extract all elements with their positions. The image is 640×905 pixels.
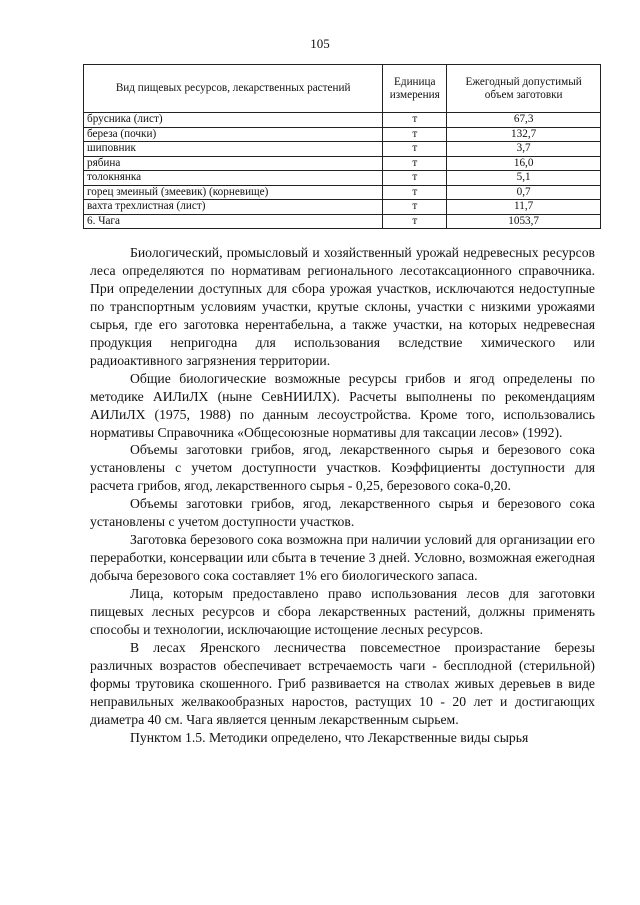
- cell-unit: т: [383, 185, 447, 200]
- table-row: [84, 142, 601, 157]
- cell-resource-name: шиповник: [84, 142, 383, 157]
- paragraph: Биологический, промысловый и хозяйственный урожай недревесных ресурсов леса определяются по нормативам регионального лесотаксационного справочника. При определении доступных для сбора урожая участков, исключаются недоступные по транспортным условиям участки, крутые склоны, участки с низкими урожаями сырья, где его заготовка нерентабельна, а также участки, на которых недревесная продукция непригодна для использования вследствие химического или радиоактивного загрязнения территории.: [90, 245, 595, 368]
- cell-resource-name: рябина: [84, 156, 383, 171]
- cell-unit: т: [383, 214, 447, 229]
- body-text: [90, 244, 595, 747]
- paragraph: Лица, которым предоставлено право использования лесов для заготовки пищевых лесных ресурсов и сбора лекарственных растений, должны применять способы и технологии, исключающие истощение лесных ресурсов.: [90, 586, 595, 638]
- cell-unit: т: [383, 113, 447, 128]
- table-row: [84, 200, 601, 215]
- cell-unit: т: [383, 156, 447, 171]
- resources-table: [83, 64, 601, 229]
- cell-volume: 132,7: [447, 127, 601, 142]
- table-row: [84, 185, 601, 200]
- cell-resource-name: вахта трехлистная (лист): [84, 200, 383, 215]
- table-header-row: [84, 65, 601, 113]
- paragraph: Объемы заготовки грибов, ягод, лекарственного сырья и березового сока установлены с учетом доступности участков.: [90, 496, 595, 530]
- cell-volume: 1053,7: [447, 214, 601, 229]
- cell-resource-name: брусника (лист): [84, 113, 383, 128]
- table-row: [84, 127, 601, 142]
- paragraph: В лесах Яренского лесничества повсеместное произрастание березы различных возрастов обеспечивает встречаемость чаги - бесплодной (стерильной) формы трутовика скошенного. Гриб развивается на стволах живых деревьев в виде неправильных желвакообразных наростов, растущих 10 - 20 лет и достигающих диаметра 40 см. Чага является ценным лекарственным сырьем.: [90, 639, 595, 727]
- table-row: [84, 214, 601, 229]
- cell-unit: т: [383, 142, 447, 157]
- table-body: [84, 113, 601, 229]
- paragraph: Объемы заготовки грибов, ягод, лекарственного сырья и березового сока установлены с учетом доступности участков. Коэффициенты доступности для расчета грибов, ягод, лекарственного сырья - 0,25, березового сока-0,20.: [90, 442, 595, 494]
- cell-volume: 11,7: [447, 200, 601, 215]
- cell-volume: 5,1: [447, 171, 601, 186]
- table-row: [84, 113, 601, 128]
- table-row: [84, 171, 601, 186]
- cell-unit: т: [383, 200, 447, 215]
- cell-unit: т: [383, 127, 447, 142]
- cell-resource-name: толокнянка: [84, 171, 383, 186]
- cell-volume: 16,0: [447, 156, 601, 171]
- cell-volume: 3,7: [447, 142, 601, 157]
- header-unit: Единица измерения: [383, 65, 447, 113]
- cell-resource-name: горец змеиный (змеевик) (корневище): [84, 185, 383, 200]
- cell-volume: 0,7: [447, 185, 601, 200]
- cell-resource-name: 6. Чага: [84, 214, 383, 229]
- header-annual-volume: Ежегодный допустимый объем заготовки: [447, 65, 601, 113]
- header-resource-type: Вид пищевых ресурсов, лекарственных растений: [84, 65, 383, 113]
- cell-resource-name: береза (почки): [84, 127, 383, 142]
- page-number: 105: [310, 36, 330, 51]
- cell-unit: т: [383, 171, 447, 186]
- paragraph: Заготовка березового сока возможна при наличии условий для организации его переработки, консервации или сбыта в течение 3 дней. Условно, возможная ежегодная добыча березового сока составляет 1% его биологического запаса.: [90, 532, 595, 584]
- paragraph: Пунктом 1.5. Методики определено, что Лекарственные виды сырья: [130, 729, 529, 745]
- table-row: [84, 156, 601, 171]
- cell-volume: 67,3: [447, 113, 601, 128]
- paragraph: Общие биологические возможные ресурсы грибов и ягод определены по методике АИЛиЛХ (ныне СевНИИЛХ). Расчеты выполнены по рекомендациям АИЛиЛХ (1975, 1988) по данным лесоустройства. Кроме того, использовались нормативы Справочника «Общесоюзные нормативы для таксации лесов» (1992).: [90, 370, 595, 440]
